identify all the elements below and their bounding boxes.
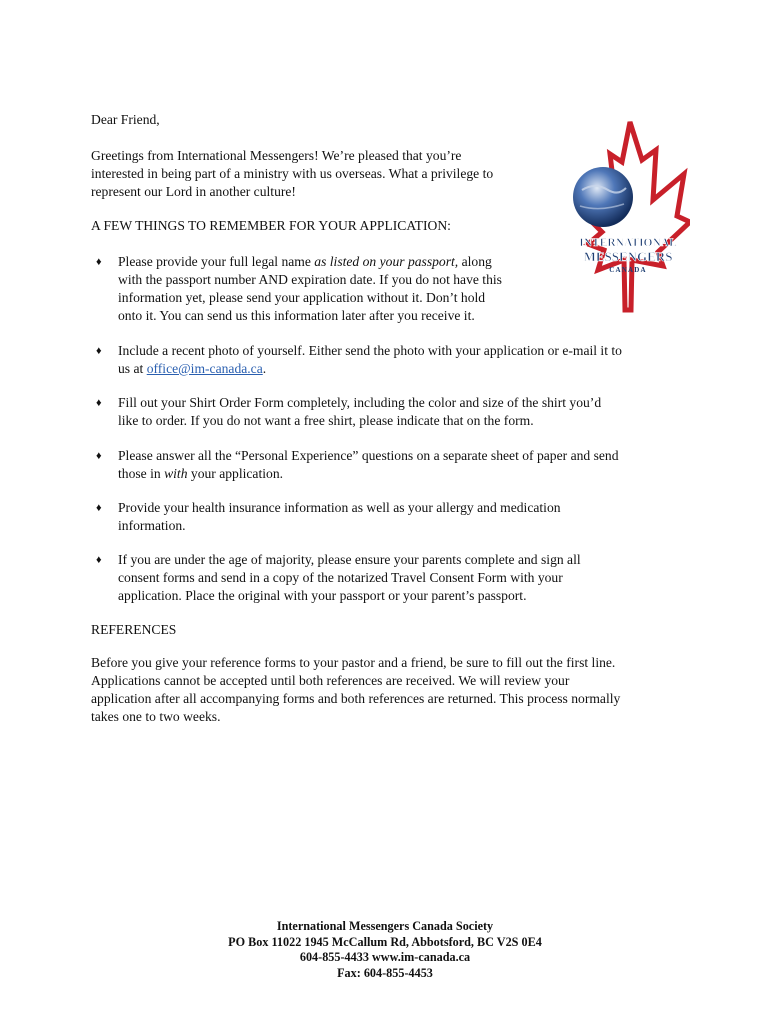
bullet-age-of-majority xyxy=(96,551,686,605)
diamond-bullet-icon: ♦ xyxy=(96,450,102,462)
intro-line: Greetings from International Messengers! We’re pleased that you’re xyxy=(91,148,462,163)
bullet-text: Include a recent photo of yourself. Either send the photo with your application or e-mail it to xyxy=(118,343,622,358)
bullet-text: If you are under the age of majority, please ensure your parents complete and sign all xyxy=(118,552,581,567)
bullet-text: your application. xyxy=(187,466,284,481)
bullet-text: like to order. If you do not want a free shirt, please indicate that on the form. xyxy=(118,413,534,428)
bullet-photo xyxy=(96,342,686,378)
references-line: application after all accompanying forms and both references are returned. This process normally xyxy=(91,691,621,706)
bullet-text: Fill out your Shirt Order Form completely, including the color and size of the shirt you’d xyxy=(118,395,602,410)
footer-address: PO Box 11022 1945 McCallum Rd, Abbotsford, BC V2S 0E4 xyxy=(228,934,542,949)
bullet-personal-experience xyxy=(96,447,686,483)
bullet-text: onto it. You can send us this information later after you receive it. xyxy=(118,308,475,323)
bullet-text: information yet, please send your application without it. Don’t hold xyxy=(118,290,486,305)
bullet-text: consent forms and send in a copy of the notarized Travel Consent Form with your xyxy=(118,570,563,585)
bullet-text: information. xyxy=(118,518,186,533)
references-heading: REFERENCES xyxy=(91,622,177,637)
section-heading: A FEW THINGS TO REMEMBER FOR YOUR APPLICATION: xyxy=(91,218,451,233)
bullet-legal-name xyxy=(96,253,556,325)
footer-address-block xyxy=(0,919,770,981)
intro-paragraph xyxy=(91,147,551,201)
bullet-shirt-order xyxy=(96,394,676,430)
bullet-text: Provide your health insurance information as well as your allergy and medication xyxy=(118,500,561,515)
references-line: Before you give your reference forms to your pastor and a friend, be sure to fill out the first line. xyxy=(91,655,616,670)
intro-line: represent our Lord in another culture! xyxy=(91,184,296,199)
emphasis-text: as listed on your passport, xyxy=(314,254,459,269)
bullet-text: along xyxy=(458,254,492,269)
diamond-bullet-icon: ♦ xyxy=(96,502,102,514)
bullet-text: us at xyxy=(118,361,147,376)
logo-line-3: CANADA xyxy=(609,266,647,274)
emphasis-text: with xyxy=(164,466,188,481)
intro-line: interested in being part of a ministry with us overseas. What a privilege to xyxy=(91,166,494,181)
email-link[interactable]: office@im-canada.ca xyxy=(146,361,263,376)
diamond-bullet-icon: ♦ xyxy=(96,256,102,268)
bullet-health-insurance xyxy=(96,499,686,535)
references-line: takes one to two weeks. xyxy=(91,709,221,724)
diamond-bullet-icon: ♦ xyxy=(96,397,102,409)
bullet-text: Please provide your full legal name xyxy=(118,254,315,269)
footer-phone-web: 604-855-4433 www.im-canada.ca xyxy=(299,950,471,964)
logo-line-2: MESSENGERS xyxy=(583,249,673,264)
bullet-text: Please answer all the “Personal Experience” questions on a separate sheet of paper and send xyxy=(118,448,619,463)
references-paragraph xyxy=(91,654,691,726)
bullet-text: those in xyxy=(118,466,165,481)
globe-icon xyxy=(573,167,633,227)
bullet-text: application. Place the original with your passport or your parent’s passport. xyxy=(118,588,527,603)
diamond-bullet-icon: ♦ xyxy=(96,345,102,357)
logo-line-1: INTERNATIONAL xyxy=(579,237,677,249)
references-line: Applications cannot be accepted until both references are received. We will review your xyxy=(91,673,570,688)
international-messengers-logo xyxy=(560,112,690,322)
footer-fax: Fax: 604-855-4453 xyxy=(337,965,433,980)
bullet-text: . xyxy=(262,361,267,376)
footer-org: International Messengers Canada Society xyxy=(276,919,494,933)
diamond-bullet-icon: ♦ xyxy=(96,554,102,566)
salutation: Dear Friend, xyxy=(91,112,160,127)
bullet-text: with the passport number AND expiration date. If you do not have this xyxy=(118,272,502,287)
